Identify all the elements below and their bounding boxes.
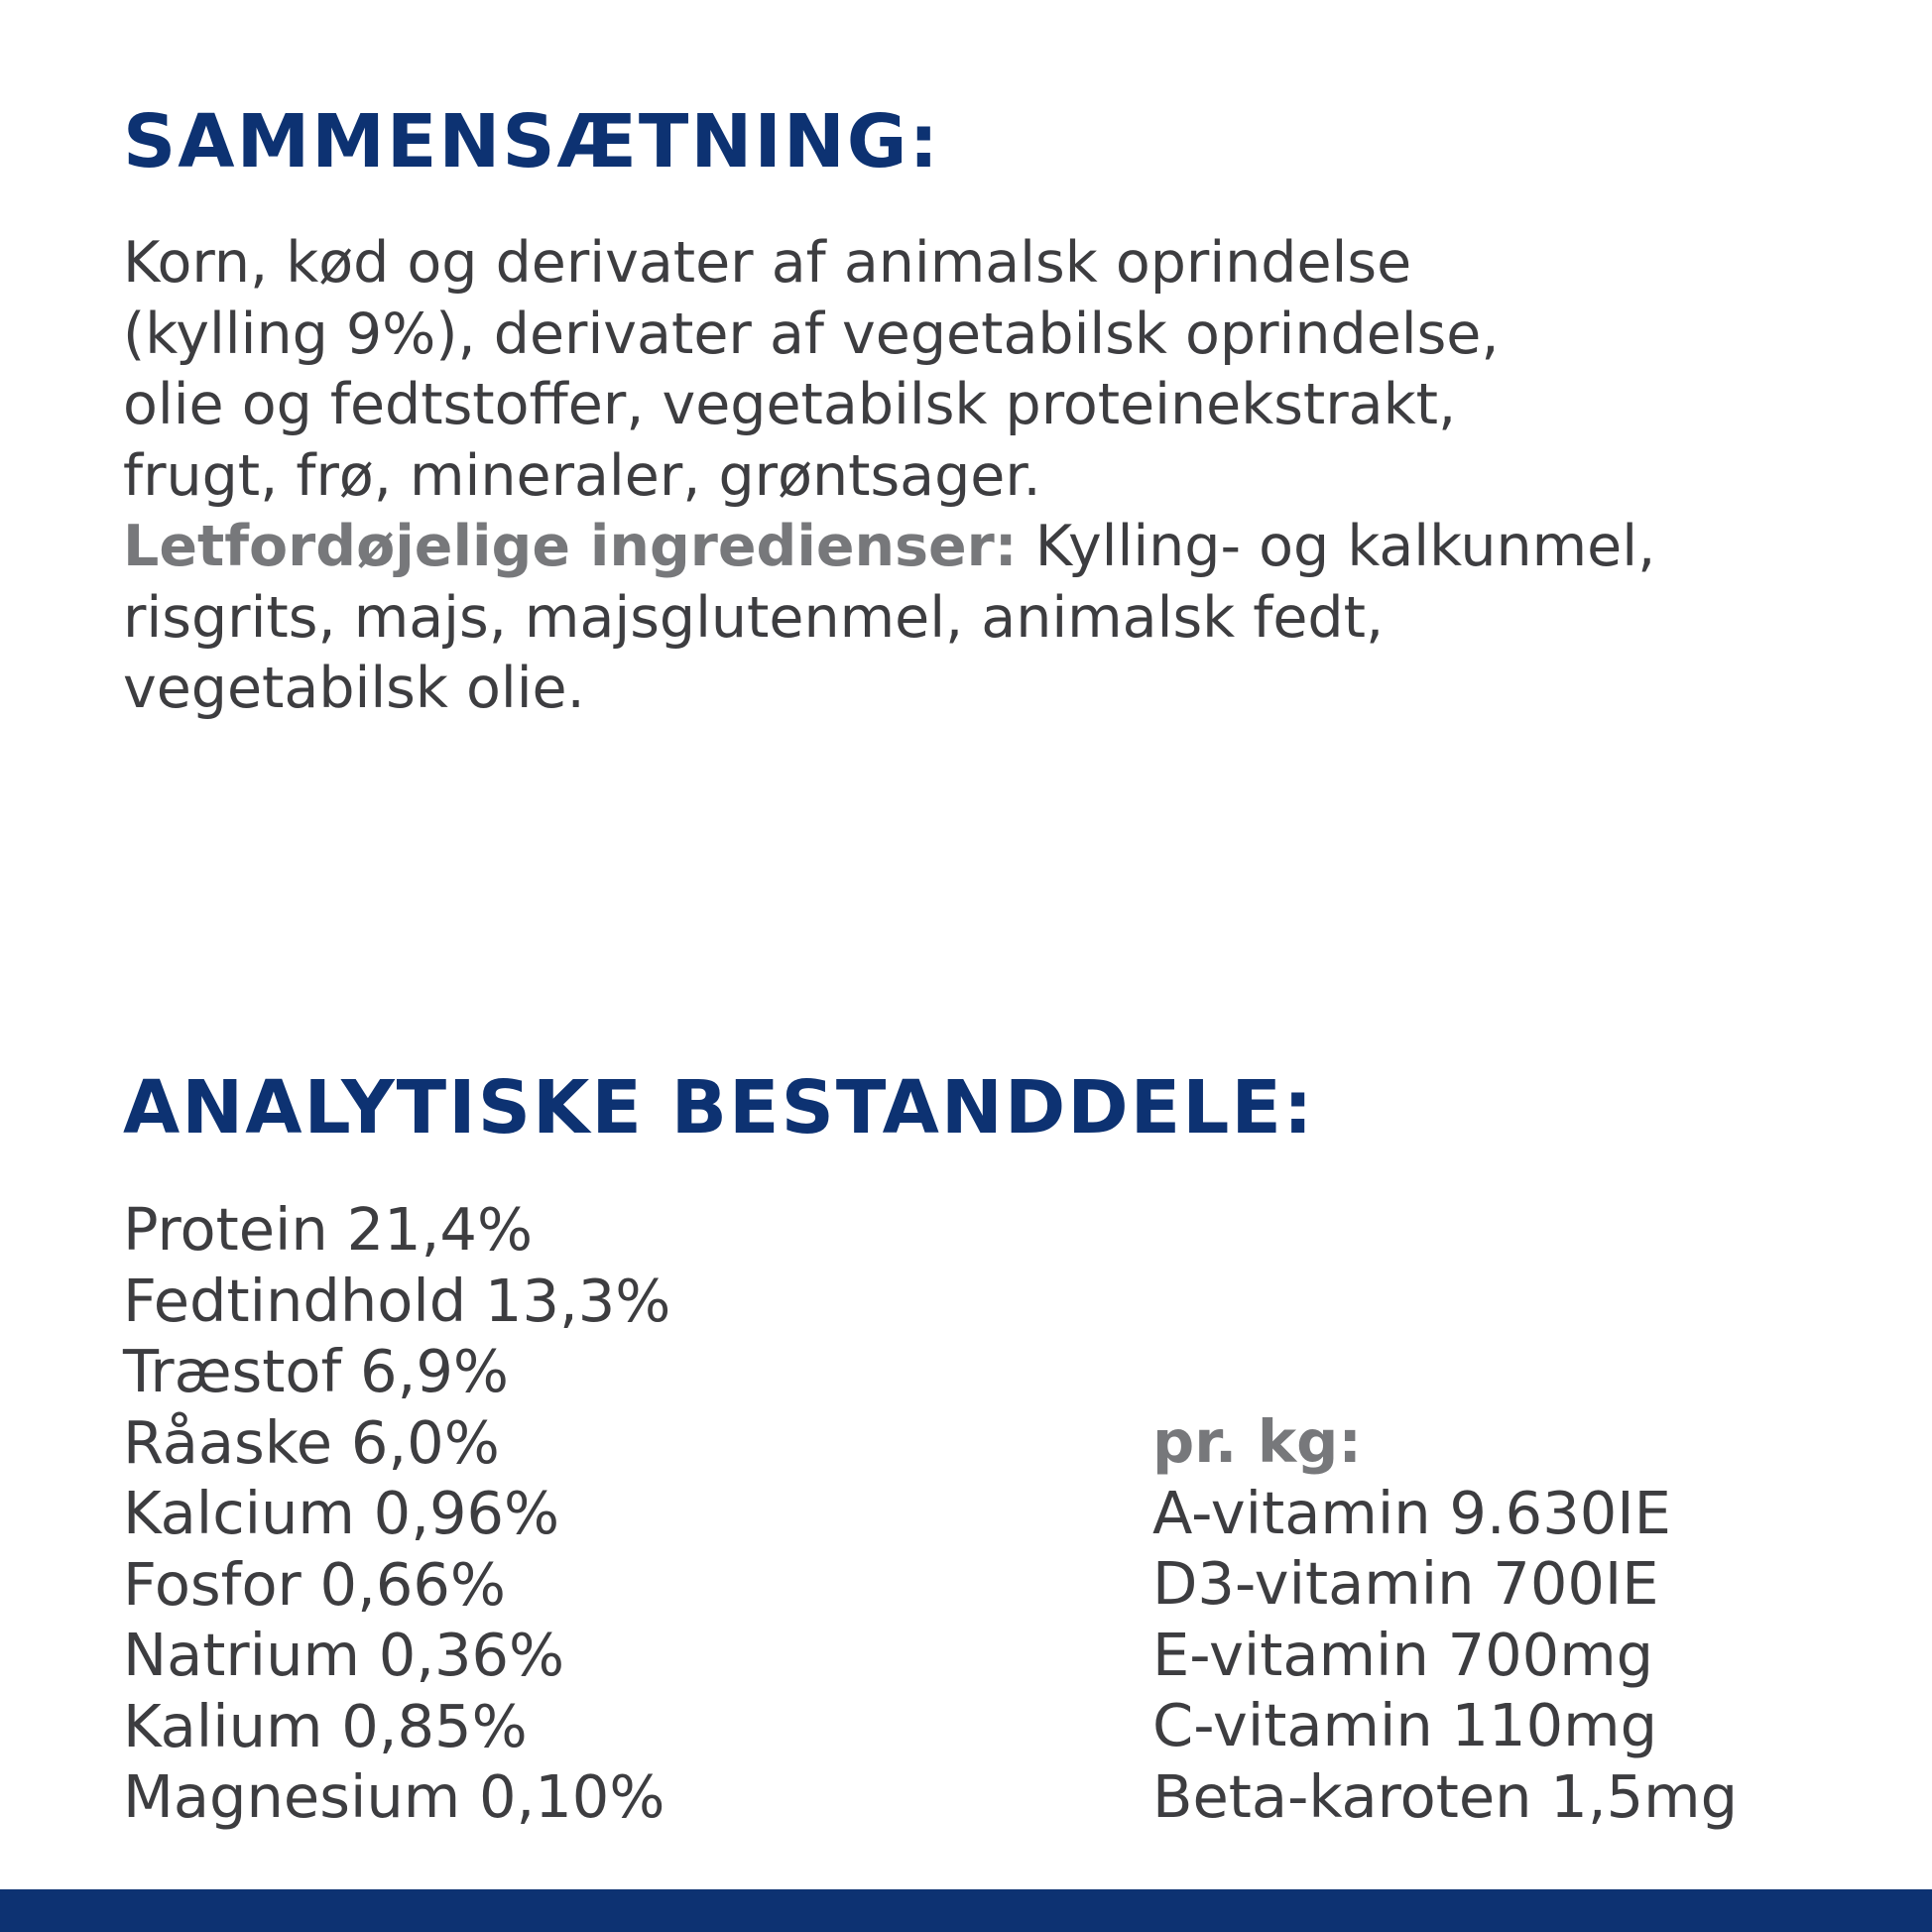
analytical-item: Protein 21,4%: [123, 1195, 533, 1264]
composition-line: olie og fedtstoffer, vegetabilsk proteinekstrakt,: [123, 372, 1457, 437]
analytical-item: Natrium 0,36%: [123, 1621, 565, 1689]
footer-bar: [0, 1889, 1932, 1932]
composition-text: [123, 228, 1908, 725]
per-kg-item: Beta-karoten 1,5mg: [1152, 1761, 1739, 1831]
per-kg-title: pr. kg:: [1152, 1407, 1362, 1476]
composition-line: (kylling 9%), derivater af vegetabilsk oprindelse,: [123, 301, 1500, 367]
ingredients-line: vegetabilsk olie.: [123, 656, 585, 721]
composition-line: Korn, kød og derivater af animalsk oprindelse: [123, 230, 1412, 296]
per-kg-list: [1152, 1478, 1738, 1833]
ingredients-label: Letfordøjelige ingredienser:: [123, 514, 1018, 579]
per-kg-item: A-vitamin 9.630IE: [1152, 1478, 1671, 1547]
per-kg-item: E-vitamin 700mg: [1152, 1620, 1654, 1689]
analytical-list: [123, 1194, 670, 1833]
analytical-item: Fedtindhold 13,3%: [123, 1266, 671, 1335]
per-kg-item: C-vitamin 110mg: [1152, 1691, 1658, 1759]
analytical-item: Kalium 0,85%: [123, 1691, 528, 1760]
per-kg-section: [1152, 1406, 1738, 1832]
analytical-item: Kalcium 0,96%: [123, 1479, 560, 1547]
analytical-item: Træstof 6,9%: [123, 1337, 509, 1405]
analytical-item: Magnesium 0,10%: [123, 1762, 665, 1831]
ingredients-text: Kylling- og kalkunmel,: [1017, 514, 1656, 579]
ingredients-line: risgrits, majs, majsglutenmel, animalsk fedt,: [123, 584, 1385, 651]
composition-line: frugt, frø, mineraler, grøntsager.: [123, 442, 1041, 509]
composition-heading: SAMMENSÆTNING:: [123, 99, 941, 184]
analytical-item: Fosfor 0,66%: [123, 1549, 506, 1619]
ingredients-line: [123, 512, 1908, 583]
per-kg-item: D3-vitamin 700IE: [1152, 1549, 1659, 1618]
analytical-item: Råaske 6,0%: [123, 1407, 500, 1477]
analytical-heading: ANALYTISKE BESTANDDELE:: [123, 1065, 1315, 1150]
